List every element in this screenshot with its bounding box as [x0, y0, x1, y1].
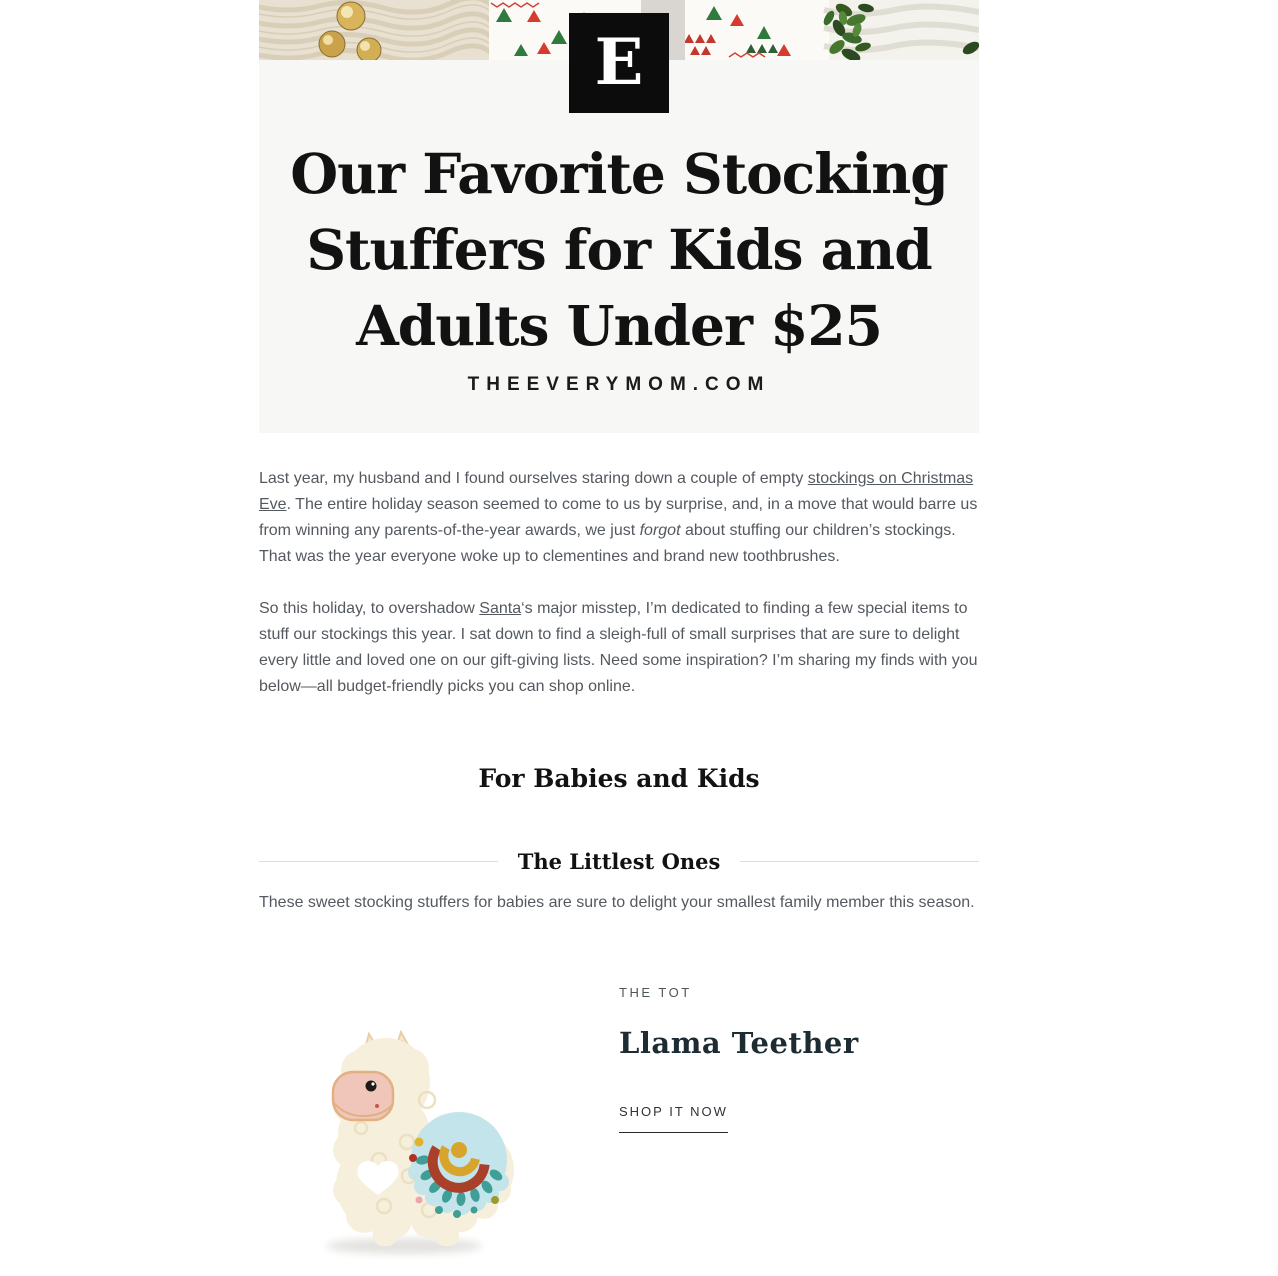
- paragraph-text: . The entire holiday season seemed to come to us by surprise, and, in a move that would barre us from winning any parents-of-the-year awards, we just: [259, 496, 978, 539]
- intro-paragraph-1: [259, 466, 979, 570]
- section-heading: For Babies and Kids: [478, 764, 760, 793]
- stockings-link[interactable]: stockings on Christmas Eve: [259, 470, 974, 513]
- intro-paragraph-2: [259, 596, 979, 700]
- paragraph-text: Last year, my husband and I found ourselves staring down a couple of empty: [259, 470, 808, 487]
- emphasis-text: forgot: [639, 522, 681, 539]
- paragraph-text: So this holiday, to overshadow: [259, 600, 480, 617]
- article-title-line3: Adults Under $25: [356, 293, 882, 358]
- site-name: THEEVERYMOM.COM: [467, 374, 771, 395]
- divider-line-right: [740, 861, 979, 862]
- subsection-description: These sweet stocking stuffers for babies are sure to delight your smallest family member this season.: [259, 894, 975, 911]
- product-image: [259, 965, 619, 1260]
- divider-line-left: [259, 861, 498, 862]
- paragraph-text: about stuffing our children’s stockings. That was the year everyone woke up to clementines and brand new toothbrushes.: [259, 522, 956, 565]
- product-card: [259, 965, 979, 1260]
- santa-link[interactable]: Santa: [479, 600, 522, 617]
- hero-banner: [259, 0, 979, 433]
- llama-face: [333, 1072, 393, 1120]
- article-column: [259, 0, 979, 1260]
- article-title-line2: Stuffers for Kids and: [306, 217, 932, 282]
- paragraph-text: ‘s major misstep, I’m dedicated to finding a few special items to stuff our stockings this year. I sat down to find a sleigh-full of small surprises that are sure to delight every little and loved one on our gift-giving lists. Need some inspiration? I’m sharing my finds with you below—all budget-friendly picks you can shop online.: [259, 600, 978, 695]
- logo-letter: E: [594, 25, 644, 100]
- shop-it-now-link[interactable]: SHOP IT NOW: [619, 1104, 728, 1133]
- subsection-heading: The Littlest Ones: [517, 849, 721, 874]
- article-title-line1: Our Favorite Stocking: [290, 141, 948, 206]
- hero-panel: [259, 60, 979, 433]
- intro-copy: [259, 466, 979, 700]
- product-info: [619, 965, 979, 1260]
- llama-teether-illustration: [289, 1010, 554, 1260]
- product-name: Llama Teether: [619, 1026, 859, 1060]
- product-brand: THE TOT: [619, 985, 692, 1000]
- subsection-divider-row: [259, 849, 979, 874]
- everymom-logo: [569, 13, 669, 113]
